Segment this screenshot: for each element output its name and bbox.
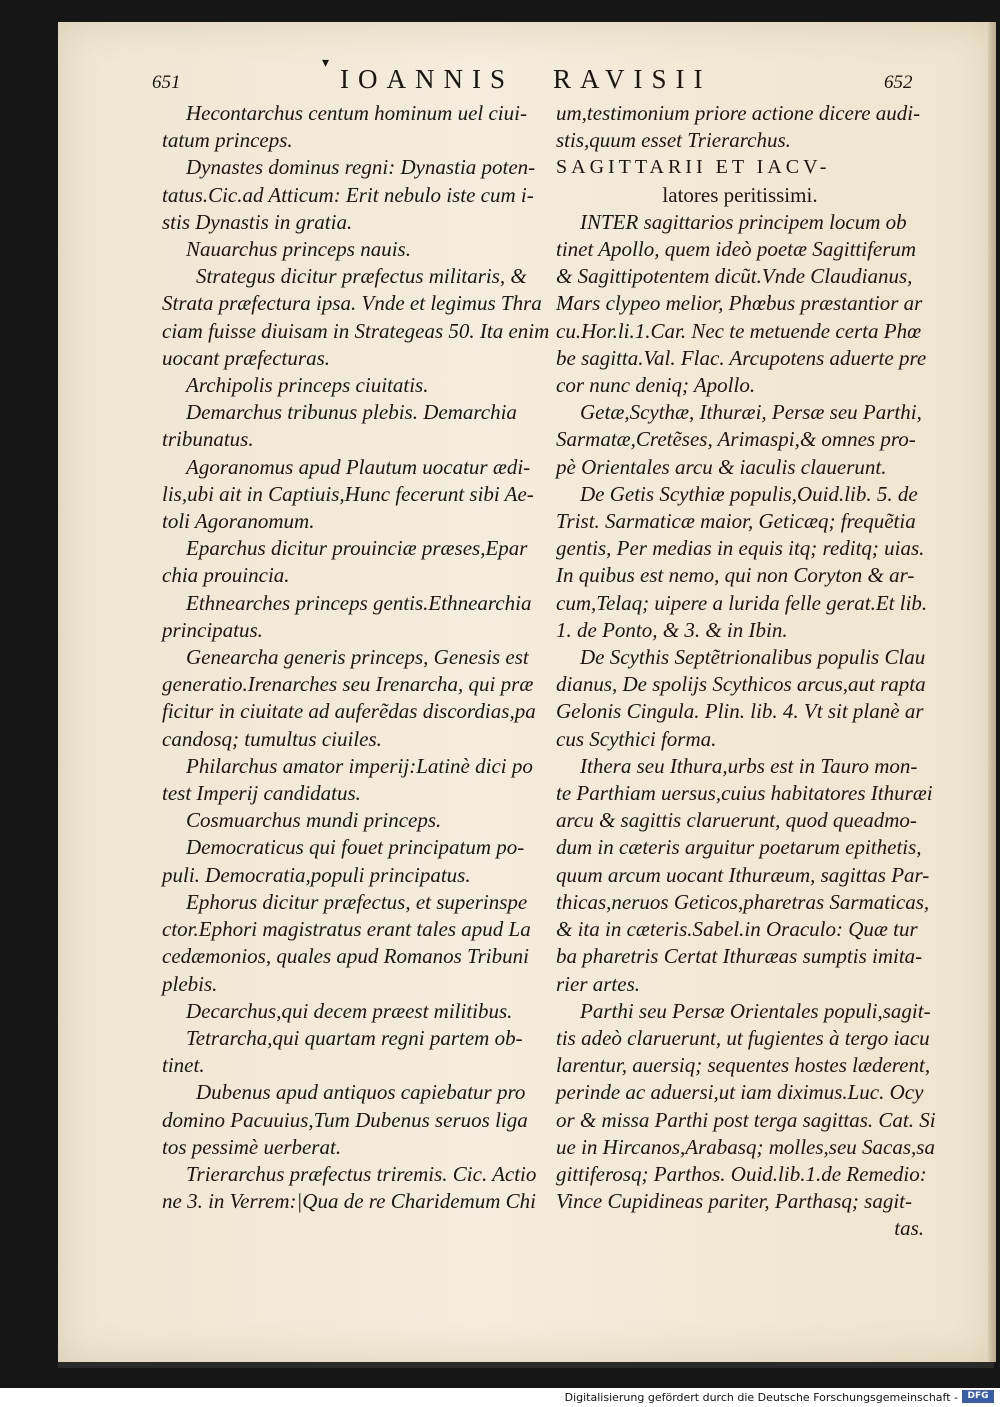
text-line: Vince Cupidineas pariter, Parthasq; sagit- — [556, 1189, 913, 1214]
text-line: um,testimonium priore actione dicere audi- — [556, 101, 921, 125]
page-edge — [988, 22, 996, 1362]
text-line: Trierarchus præfectus triremis. Cic. Actio — [186, 1161, 537, 1186]
text-line: tatum princeps. — [162, 128, 293, 153]
text-line: pè Orientales arcu & iaculis clauerunt. — [556, 454, 887, 479]
text-line: Strata præfectura ipsa. Vnde et legimus Thra — [162, 291, 542, 316]
text-line: Philarchus amator imperij:Latinè dici po — [186, 753, 533, 778]
text-line: te Parthiam uersus,cuius habitatores Ithuræi — [556, 781, 933, 806]
text-line: tinet. — [162, 1053, 205, 1078]
running-head-left: IOANNIS — [340, 64, 514, 94]
text-line: & Sagittipotentem dicũt.Vnde Claudianus, — [556, 264, 913, 289]
text-line: ctor.Ephori magistratus erant tales apud La — [162, 917, 531, 942]
text-line: ba pharetris Certat Ithuræas sumptis imita- — [556, 944, 923, 969]
text-line: stis,quum esset Trierarchus. — [556, 128, 791, 153]
text-line: SAGITTARII ET IACV- — [556, 156, 831, 179]
text-line: Dubenus apud antiquos capiebatur pro — [196, 1080, 526, 1105]
text-line: candosq; tumultus ciuiles. — [162, 726, 382, 751]
text-line: ne 3. in Verrem:|Qua de re Charidemum Chi — [162, 1189, 537, 1214]
text-line: tinet Apollo, quem ideò poetæ Sagittiferum — [556, 237, 917, 262]
text-line: cus Scythici forma. — [556, 726, 717, 751]
text-line: Ethnearches princeps gentis.Ethnearchia — [186, 590, 532, 615]
text-line: Sarmatæ,Cretẽses, Arimaspi,& omnes pro- — [556, 427, 916, 452]
text-line: tribunatus. — [162, 427, 254, 452]
text-line: gentis, Per medias in equis itq; reditq; uias. — [556, 536, 925, 561]
text-line: thicas,neruos Geticos,pharetras Sarmaticas, — [556, 889, 930, 914]
text-line: tos pessimè uerberat. — [162, 1134, 342, 1159]
text-line: latores peritissimi. — [662, 182, 818, 207]
text-line: test Imperij candidatus. — [162, 781, 361, 806]
text-line: Ephorus dicitur præfectus, et superinspe — [186, 889, 528, 914]
text-line: Decarchus,qui decem præest militibus. — [186, 998, 513, 1023]
text-line: De Scythis Septẽtrionalibus populis Clau — [580, 645, 926, 670]
text-line: principatus. — [162, 617, 263, 642]
text-line: generatio.Irenarches seu Irenarcha, qui præ — [162, 672, 534, 697]
text-line: puli. Democratia,populi principatus. — [162, 862, 471, 887]
text-line: Genearcha generis princeps, Genesis est — [186, 645, 529, 670]
page-bottom-edge — [58, 1362, 994, 1368]
text-line: dum in cæteris arguitur poetarum epithetis, — [556, 835, 922, 860]
text-line: plebis. — [162, 971, 218, 996]
text-line: In quibus est nemo, qui non Coryton & ar- — [556, 563, 915, 588]
printer-mark: ▾ — [322, 55, 330, 71]
text-line: uocant præfecturas. — [162, 345, 330, 370]
page-number-left: 651 — [152, 72, 181, 93]
text-line: cedæmonios, quales apud Romanos Tribuni — [162, 944, 529, 969]
text-line: stis Dynastis in gratia. — [162, 209, 353, 234]
text-line: Gelonis Cingula. Plin. lib. 4. Vt sit planè ar — [556, 699, 924, 724]
text-line: INTER sagittarios principem locum ob — [580, 209, 907, 234]
text-line: chia prouincia. — [162, 563, 290, 588]
text-line: gittiferosq; Parthos. Ouid.lib.1.de Remedio: — [556, 1161, 927, 1186]
text-line: lis,ubi ait in Captiuis,Hunc fecerunt sibi Ae- — [162, 481, 534, 506]
text-line: Archipolis princeps ciuitatis. — [186, 373, 429, 398]
text-line: Hecontarchus centum hominum uel ciui- — [186, 101, 527, 125]
text-line: Demarchus tribunus plebis. Demarchia — [186, 400, 517, 425]
text-line: Dynastes dominus regni: Dynastia poten- — [186, 155, 536, 180]
page-number-right: 652 — [884, 72, 913, 93]
text-line: Cosmuarchus mundi princeps. — [186, 808, 442, 833]
text-line: toli Agoranomum. — [162, 509, 315, 534]
text-line: be sagitta.Val. Flac. Arcupotens aduerte pre — [556, 345, 927, 370]
text-line: or & missa Parthi post terga sagittas. Cat. Si — [556, 1107, 936, 1132]
left-text-column — [162, 100, 550, 1215]
text-line: perinde ac aduersi,ut iam diximus.Luc. Ocy — [556, 1080, 924, 1105]
text-line: Nauarchus princeps nauis. — [186, 237, 411, 262]
text-line: tis adeò claruerunt, ut fugientes à tergo iacu — [556, 1025, 930, 1050]
text-line: Ithera seu Ithura,urbs est in Tauro mon- — [580, 753, 918, 778]
text-line: De Getis Scythiæ populis,Ouid.lib. 5. de — [580, 481, 918, 506]
text-line: Strategus dicitur præfectus militaris, & — [196, 264, 527, 289]
text-line: cu.Hor.li.1.Car. Nec te metuende certa Phœ — [556, 318, 922, 343]
text-line: Tetrarcha,qui quartam regni partem ob- — [186, 1025, 523, 1050]
text-line: dianus, De spolijs Scythicos arcus,aut rapta — [556, 672, 926, 697]
text-line: larentur, auersiq; sequentes hostes læderent, — [556, 1053, 931, 1078]
text-line: Democraticus qui fouet principatum po- — [186, 835, 525, 860]
text-line: 1. de Ponto, & 3. & in Ibin. — [556, 617, 788, 642]
text-line: Trist. Sarmaticæ maior, Geticæq; frequẽtia — [556, 509, 916, 534]
text-line: quum arcum uocant Ithuræum, sagittas Par- — [556, 862, 930, 887]
text-line: ficitur in ciuitate ad auferẽdas discordias,pa — [162, 699, 536, 724]
text-line: domino Pacuuius,Tum Dubenus seruos liga — [162, 1107, 528, 1132]
text-line: cor nunc deniq; Apollo. — [556, 373, 756, 398]
text-line: Getæ,Scythæ, Ithuræi, Persæ seu Parthi, — [580, 400, 922, 425]
right-text-column — [556, 100, 936, 1243]
text-line: ciam fuisse diuisam in Strategeas 50. Ita enim — [162, 318, 550, 343]
dfg-logo: DFG — [962, 1390, 994, 1403]
text-line: ue in Hircanos,Arabasq; molles,seu Sacas,sa — [556, 1134, 935, 1159]
text-line: tatus.Cic.ad Atticum: Erit nebulo iste cum i- — [162, 182, 534, 207]
text-line: & ita in cæteris.Sabel.in Oraculo: Quæ tur — [556, 917, 918, 942]
digitization-footer — [0, 1388, 1000, 1407]
text-line: cum,Telaq; uipere a lurida felle gerat.Et lib. — [556, 590, 928, 615]
running-head-right: RAVISII — [553, 64, 712, 94]
text-line: Eparchus dicitur prouinciæ præses,Epar — [186, 536, 528, 561]
footer-credit: Digitalisierung gefördert durch die Deutsche Forschungsgemeinschaft - — [564, 1391, 958, 1404]
text-line: Agoranomus apud Plautum uocatur ædi- — [186, 454, 531, 479]
text-line: rier artes. — [556, 971, 640, 996]
text-line: arcu & sagittis claruerunt, quod queadmo- — [556, 808, 917, 833]
text-line: tas. — [894, 1216, 924, 1241]
text-line: Parthi seu Persæ Orientales populi,sagit- — [580, 998, 931, 1023]
text-line: Mars clypeo melior, Phœbus præstantior ar — [556, 291, 923, 316]
